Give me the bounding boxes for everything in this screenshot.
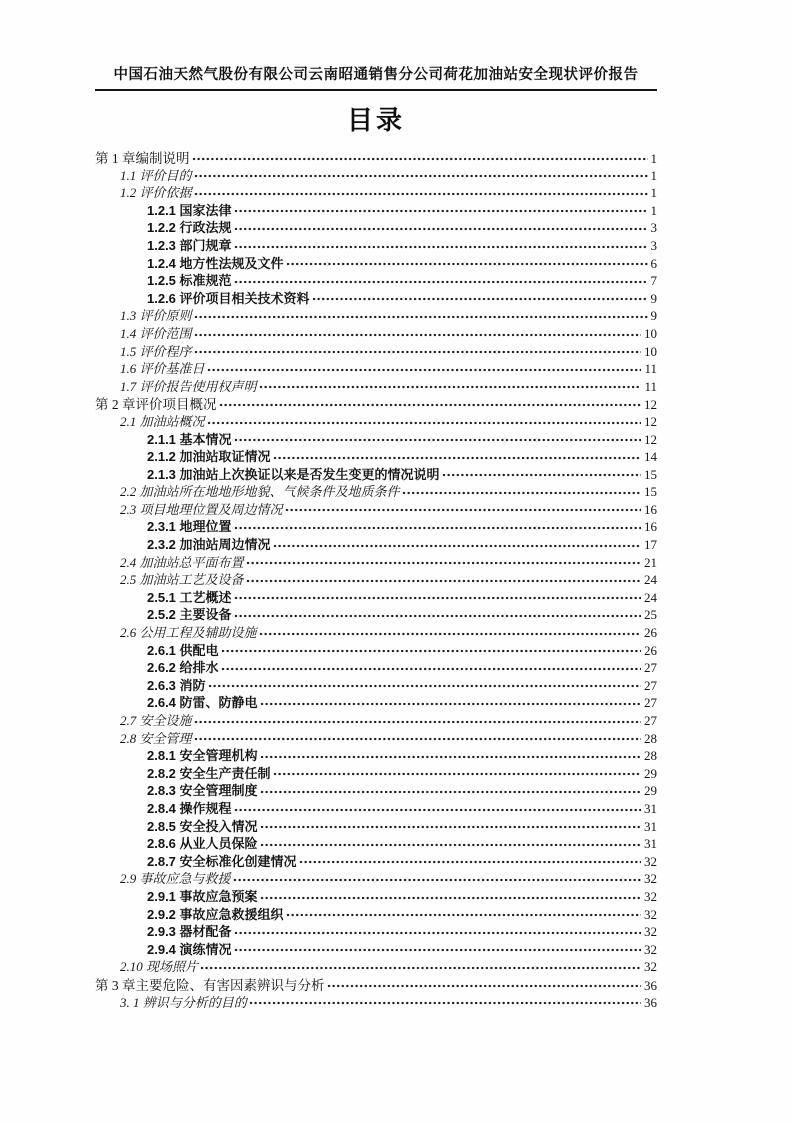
toc-entry-text: 2.8.3 安全管理制度: [147, 783, 258, 799]
toc-entry-text: 2.4 加油站总平面布置: [120, 554, 244, 570]
toc-entry-text: 2.1.1 基本情况: [147, 431, 232, 447]
dot-leader: [327, 983, 642, 989]
toc-entry: [95, 182, 657, 200]
toc-entry: [95, 939, 657, 957]
toc-entry-text: 2.6.2 给排水: [147, 660, 219, 676]
toc-entry-text: 2.10 现场照片: [120, 959, 199, 975]
toc-entry-page-number: 32: [644, 941, 657, 957]
toc-entry: [95, 745, 657, 763]
dot-leader: [234, 208, 648, 214]
dot-leader: [207, 420, 641, 426]
dot-leader: [312, 296, 648, 302]
toc-entry: [95, 200, 657, 218]
toc-entry-text: 1.2.1 国家法律: [147, 202, 232, 218]
toc-entry-page-number: 12: [644, 397, 657, 413]
report-header-title: 中国石油天然气股份有限公司云南昭通销售分公司荷花加油站安全现状评价报告: [95, 0, 657, 91]
toc-entry-page-number: 15: [644, 484, 657, 500]
toc-entry: [95, 288, 657, 306]
toc-entry-text: 2.1 加油站概况: [120, 413, 205, 429]
dot-leader: [234, 613, 641, 619]
toc-entry-page-number: 36: [644, 977, 657, 993]
toc-entry-text: 2.8.6 从业人员保险: [147, 836, 258, 852]
dot-leader: [260, 895, 641, 901]
toc-entry: [95, 675, 657, 693]
toc-entry-page-number: 1: [650, 167, 657, 183]
toc-entry-page-number: 17: [644, 537, 657, 553]
toc-entry-text: 2.7 安全设施: [120, 713, 192, 728]
dot-leader: [200, 965, 641, 971]
toc-entry-text: 2.8.2 安全生产责任制: [147, 765, 271, 781]
toc-entry-page-number: 24: [644, 572, 657, 588]
toc-entry: [95, 323, 657, 341]
toc-entry: [95, 780, 657, 798]
toc-entry-text: 2.8.1 安全管理机构: [147, 748, 258, 764]
toc-entry-text: 2.1.3 加油站上次换证以来是否发生变更的情况说明: [147, 466, 440, 482]
toc-entry: [95, 217, 657, 235]
toc-entry-page-number: 27: [644, 677, 657, 693]
dot-leader: [286, 912, 641, 918]
toc-list: [95, 147, 657, 1009]
toc-entry-page-number: 12: [644, 431, 657, 447]
dot-leader: [192, 156, 648, 162]
toc-entry-text: 1.6 评价基准日: [120, 361, 205, 377]
dot-leader: [221, 648, 641, 654]
toc-entry: [95, 499, 657, 517]
dot-leader: [234, 807, 641, 813]
dot-leader: [260, 754, 641, 760]
toc-entry: [95, 393, 657, 411]
toc-entry: [95, 534, 657, 552]
toc-entry-text: 1.2.5 标准规范: [147, 273, 232, 289]
toc-entry: [95, 305, 657, 323]
toc-entry-page-number: 10: [644, 343, 657, 359]
toc-entry-text: 2.8 安全管理: [120, 730, 192, 746]
toc-entry: [95, 516, 657, 534]
toc-entry: [95, 446, 657, 464]
toc-entry: [95, 341, 657, 359]
toc-entry-page-number: 6: [650, 255, 657, 271]
dot-leader: [246, 578, 641, 584]
toc-entry-page-number: 32: [644, 888, 657, 904]
toc-entry: [95, 165, 657, 183]
toc-entry-page-number: 1: [650, 151, 657, 166]
toc-entry-page-number: 16: [644, 501, 657, 517]
toc-entry-page-number: 11: [644, 361, 657, 377]
toc-entry-text: 1.2 评价依据: [120, 185, 192, 201]
toc-entry-text: 2.6.1 供配电: [147, 642, 219, 658]
toc-entry: [95, 569, 657, 587]
toc-entry-page-number: 28: [644, 748, 657, 764]
toc-entry-text: 2.6 公用工程及辅助设施: [120, 625, 257, 641]
dot-leader: [260, 701, 641, 707]
toc-entry-text: 第 1 章编制说明: [95, 151, 190, 166]
toc-entry-text: 2.3.1 地理位置: [147, 519, 232, 535]
toc-entry-page-number: 16: [644, 519, 657, 535]
toc-entry-text: 2.9.4 演练情况: [147, 941, 232, 957]
dot-leader: [234, 244, 648, 250]
dot-leader: [285, 507, 641, 513]
dot-leader: [234, 595, 641, 601]
toc-entry-page-number: 21: [644, 554, 657, 570]
toc-entry: [95, 235, 657, 253]
dot-leader: [194, 314, 648, 320]
toc-entry-page-number: 32: [644, 871, 657, 887]
toc-entry-text: 2.3.2 加油站周边情况: [147, 537, 271, 553]
toc-entry: [95, 833, 657, 851]
dot-leader: [234, 226, 648, 232]
toc-entry: [95, 253, 657, 271]
toc-entry-page-number: 3: [650, 237, 657, 253]
toc-heading: 目录: [346, 105, 405, 135]
toc-entry: [95, 851, 657, 869]
toc-entry-text: 第 2 章评价项目概况: [95, 397, 217, 413]
toc-entry: [95, 763, 657, 781]
toc-entry: [95, 147, 657, 165]
toc-entry-page-number: 25: [644, 607, 657, 623]
toc-entry: [95, 464, 657, 482]
toc-entry-text: 1.2.2 行政法规: [147, 220, 232, 236]
toc-entry-page-number: 36: [644, 994, 657, 1010]
toc-entry: [95, 886, 657, 904]
dot-leader: [194, 173, 648, 179]
toc-entry-page-number: 24: [644, 589, 657, 605]
toc-entry-text: 2.3 项目地理位置及周边情况: [120, 501, 283, 517]
toc-entry-page-number: 27: [644, 713, 657, 728]
toc-entry: [95, 429, 657, 447]
toc-entry: [95, 587, 657, 605]
toc-entry: [95, 904, 657, 922]
toc-entry: [95, 956, 657, 974]
toc-entry-text: 1.5 评价程序: [120, 343, 192, 359]
dot-leader: [402, 490, 641, 496]
toc-entry-page-number: 29: [644, 765, 657, 781]
toc-entry-page-number: 10: [644, 325, 657, 341]
toc-entry-text: 1.4 评价范围: [120, 325, 192, 341]
toc-entry-page-number: 15: [644, 466, 657, 482]
toc-entry: [95, 921, 657, 939]
toc-entry-text: 2.9.2 事故应急救援组织: [147, 906, 284, 922]
toc-entry-text: 1.1 评价目的: [120, 167, 192, 183]
toc-entry-text: 3. 1 辨识与分析的目的: [120, 994, 247, 1010]
dot-leader: [260, 789, 641, 795]
dot-leader: [249, 1000, 641, 1006]
toc-entry-page-number: 9: [650, 290, 657, 306]
dot-leader: [233, 877, 641, 883]
toc-entry: [95, 481, 657, 499]
dot-leader: [259, 631, 641, 637]
toc-entry-text: 1.2.3 部门规章: [147, 237, 232, 253]
toc-entry-text: 2.6.4 防雷、防静电: [147, 695, 258, 711]
dot-leader: [194, 191, 648, 197]
toc-entry-text: 2.9 事故应急与救援: [120, 871, 231, 887]
toc-entry-page-number: 31: [644, 800, 657, 816]
dot-leader: [194, 349, 641, 355]
toc-entry-text: 2.1.2 加油站取证情况: [147, 449, 271, 465]
dot-leader: [194, 719, 641, 725]
toc-entry-text: 2.6.3 消防: [147, 677, 206, 693]
toc-entry: [95, 868, 657, 886]
toc-entry-page-number: 1: [650, 202, 657, 218]
dot-leader: [208, 683, 641, 689]
toc-entry-text: 2.5 加油站工艺及设备: [120, 572, 244, 588]
toc-entry-page-number: 12: [644, 413, 657, 429]
toc-entry: [95, 270, 657, 288]
toc-entry: [95, 816, 657, 834]
toc-entry-page-number: 9: [650, 308, 657, 324]
toc-entry: [95, 411, 657, 429]
toc-entry: [95, 657, 657, 675]
dot-leader: [259, 384, 642, 390]
toc-entry-page-number: 31: [644, 818, 657, 834]
toc-entry-text: 2.9.1 事故应急预案: [147, 888, 258, 904]
dot-leader: [260, 824, 641, 830]
dot-leader: [207, 367, 642, 373]
dot-leader: [234, 947, 641, 953]
toc-entry: [95, 974, 657, 992]
toc-entry-page-number: 32: [644, 959, 657, 975]
toc-entry: [95, 692, 657, 710]
toc-entry-page-number: 26: [644, 642, 657, 658]
toc-entry-page-number: 7: [650, 273, 657, 289]
toc-entry: [95, 604, 657, 622]
toc-entry-page-number: 27: [644, 695, 657, 711]
dot-leader: [194, 736, 641, 742]
toc-entry-text: 2.5.2 主要设备: [147, 607, 232, 623]
toc-entry-page-number: 3: [650, 220, 657, 236]
dot-leader: [234, 525, 641, 531]
toc-entry: [95, 798, 657, 816]
toc-entry: [95, 552, 657, 570]
toc-entry: [95, 710, 657, 728]
toc-entry-page-number: 29: [644, 783, 657, 799]
toc-entry-page-number: 14: [644, 449, 657, 465]
toc-entry: [95, 376, 657, 394]
toc-entry: [95, 992, 657, 1010]
toc-entry-page-number: 26: [644, 625, 657, 641]
toc-entry-text: 1.3 评价原则: [120, 308, 192, 324]
toc-entry-page-number: 27: [644, 660, 657, 676]
toc-entry-text: 2.5.1 工艺概述: [147, 589, 232, 605]
dot-leader: [221, 666, 641, 672]
toc-entry-text: 2.2 加油站所在地地形地貌、气候条件及地质条件: [120, 484, 400, 500]
toc-entry-page-number: 32: [644, 906, 657, 922]
toc-entry-text: 2.9.3 器材配备: [147, 924, 232, 940]
toc-entry: [95, 640, 657, 658]
dot-leader: [273, 455, 641, 461]
toc-entry: [95, 622, 657, 640]
toc-entry-text: 2.8.5 安全投入情况: [147, 818, 258, 834]
toc-entry-page-number: 11: [644, 378, 657, 394]
dot-leader: [260, 842, 641, 848]
dot-leader: [442, 472, 641, 478]
dot-leader: [273, 543, 641, 549]
toc-entry-page-number: 32: [644, 853, 657, 869]
dot-leader: [299, 859, 641, 865]
dot-leader: [286, 261, 648, 267]
dot-leader: [234, 437, 641, 443]
toc-entry: [95, 358, 657, 376]
toc-entry-text: 2.8.4 操作规程: [147, 800, 232, 816]
toc-entry-text: 1.2.6 评价项目相关技术资料: [147, 290, 310, 306]
toc-entry-page-number: 28: [644, 730, 657, 746]
toc-entry-page-number: 31: [644, 836, 657, 852]
toc-entry-page-number: 32: [644, 924, 657, 940]
dot-leader: [219, 402, 642, 408]
dot-leader: [194, 332, 641, 338]
toc-entry: [95, 728, 657, 746]
toc-entry-text: 第 3 章主要危险、有害因素辨识与分析: [95, 977, 325, 993]
dot-leader: [273, 771, 641, 777]
toc-entry-page-number: 1: [650, 185, 657, 201]
toc-entry-text: 2.8.7 安全标准化创建情况: [147, 853, 297, 869]
toc-entry-text: 1.2.4 地方性法规及文件: [147, 255, 284, 271]
page-content: [95, 0, 657, 1009]
dot-leader: [234, 930, 641, 936]
dot-leader: [234, 279, 648, 285]
toc-entry-text: 1.7 评价报告使用权声明: [120, 378, 257, 394]
dot-leader: [246, 560, 641, 566]
